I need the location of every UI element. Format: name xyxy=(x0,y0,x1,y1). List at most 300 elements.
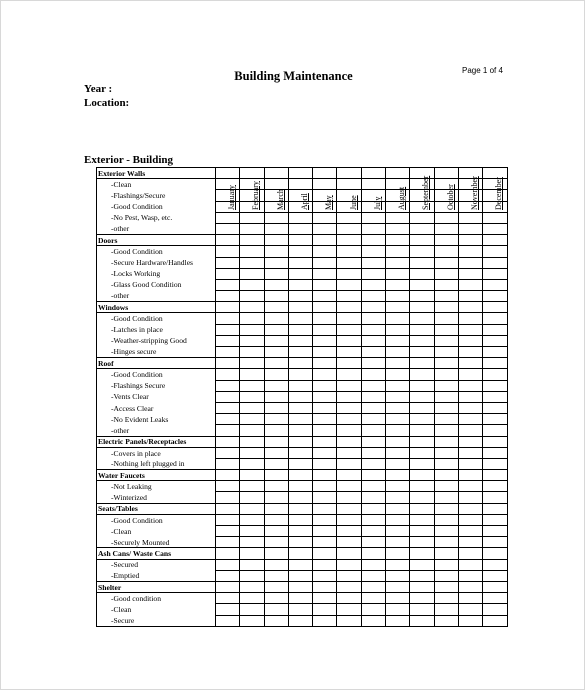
check-cell[interactable] xyxy=(434,526,458,537)
check-cell[interactable] xyxy=(483,570,507,581)
check-cell[interactable] xyxy=(361,257,385,268)
check-cell[interactable] xyxy=(264,324,288,335)
check-cell[interactable] xyxy=(337,615,361,626)
check-cell[interactable] xyxy=(313,604,337,615)
check-cell[interactable] xyxy=(386,268,410,279)
check-cell[interactable] xyxy=(288,481,312,492)
check-cell[interactable] xyxy=(240,212,264,223)
check-cell[interactable] xyxy=(361,347,385,358)
check-cell[interactable] xyxy=(337,313,361,324)
check-cell[interactable] xyxy=(483,458,507,469)
check-cell[interactable] xyxy=(410,581,434,592)
check-cell[interactable] xyxy=(361,391,385,402)
check-cell[interactable] xyxy=(458,593,482,604)
check-cell[interactable] xyxy=(458,313,482,324)
check-cell[interactable] xyxy=(264,347,288,358)
check-cell[interactable] xyxy=(361,358,385,369)
check-cell[interactable] xyxy=(386,548,410,559)
check-cell[interactable] xyxy=(264,593,288,604)
check-cell[interactable] xyxy=(313,335,337,346)
check-cell[interactable] xyxy=(361,593,385,604)
check-cell[interactable] xyxy=(483,380,507,391)
check-cell[interactable] xyxy=(240,168,264,179)
check-cell[interactable] xyxy=(337,279,361,290)
check-cell[interactable] xyxy=(361,514,385,525)
check-cell[interactable] xyxy=(361,537,385,548)
check-cell[interactable] xyxy=(216,369,240,380)
check-cell[interactable] xyxy=(361,302,385,313)
check-cell[interactable] xyxy=(483,425,507,436)
check-cell[interactable] xyxy=(240,447,264,458)
check-cell[interactable] xyxy=(434,223,458,234)
check-cell[interactable] xyxy=(410,425,434,436)
check-cell[interactable] xyxy=(313,503,337,514)
check-cell[interactable] xyxy=(361,481,385,492)
check-cell[interactable] xyxy=(361,581,385,592)
check-cell[interactable] xyxy=(313,402,337,413)
check-cell[interactable] xyxy=(216,246,240,257)
check-cell[interactable] xyxy=(458,302,482,313)
check-cell[interactable] xyxy=(483,447,507,458)
check-cell[interactable] xyxy=(410,559,434,570)
check-cell[interactable] xyxy=(386,235,410,246)
check-cell[interactable] xyxy=(386,246,410,257)
check-cell[interactable] xyxy=(458,235,482,246)
check-cell[interactable] xyxy=(458,503,482,514)
check-cell[interactable] xyxy=(216,458,240,469)
check-cell[interactable] xyxy=(288,559,312,570)
check-cell[interactable] xyxy=(410,604,434,615)
check-cell[interactable] xyxy=(240,492,264,503)
check-cell[interactable] xyxy=(313,436,337,447)
check-cell[interactable] xyxy=(434,548,458,559)
check-cell[interactable] xyxy=(288,548,312,559)
check-cell[interactable] xyxy=(288,179,312,190)
check-cell[interactable] xyxy=(313,358,337,369)
check-cell[interactable] xyxy=(483,302,507,313)
check-cell[interactable] xyxy=(361,470,385,481)
check-cell[interactable] xyxy=(216,335,240,346)
check-cell[interactable] xyxy=(458,347,482,358)
check-cell[interactable] xyxy=(313,212,337,223)
check-cell[interactable] xyxy=(216,168,240,179)
check-cell[interactable] xyxy=(483,593,507,604)
check-cell[interactable] xyxy=(240,302,264,313)
check-cell[interactable] xyxy=(337,548,361,559)
check-cell[interactable] xyxy=(458,324,482,335)
check-cell[interactable] xyxy=(458,436,482,447)
check-cell[interactable] xyxy=(386,201,410,212)
check-cell[interactable] xyxy=(434,391,458,402)
check-cell[interactable] xyxy=(410,414,434,425)
check-cell[interactable] xyxy=(264,436,288,447)
check-cell[interactable] xyxy=(337,570,361,581)
check-cell[interactable] xyxy=(458,458,482,469)
check-cell[interactable] xyxy=(264,391,288,402)
check-cell[interactable] xyxy=(264,257,288,268)
check-cell[interactable] xyxy=(288,470,312,481)
check-cell[interactable] xyxy=(434,559,458,570)
check-cell[interactable] xyxy=(240,257,264,268)
check-cell[interactable] xyxy=(240,559,264,570)
check-cell[interactable] xyxy=(288,414,312,425)
check-cell[interactable] xyxy=(288,514,312,525)
check-cell[interactable] xyxy=(288,458,312,469)
check-cell[interactable] xyxy=(434,470,458,481)
check-cell[interactable] xyxy=(386,604,410,615)
check-cell[interactable] xyxy=(458,470,482,481)
check-cell[interactable] xyxy=(240,593,264,604)
check-cell[interactable] xyxy=(410,481,434,492)
check-cell[interactable] xyxy=(288,201,312,212)
check-cell[interactable] xyxy=(458,514,482,525)
check-cell[interactable] xyxy=(483,436,507,447)
check-cell[interactable] xyxy=(264,302,288,313)
check-cell[interactable] xyxy=(216,559,240,570)
check-cell[interactable] xyxy=(240,279,264,290)
check-cell[interactable] xyxy=(434,190,458,201)
check-cell[interactable] xyxy=(386,402,410,413)
check-cell[interactable] xyxy=(458,492,482,503)
check-cell[interactable] xyxy=(483,369,507,380)
check-cell[interactable] xyxy=(288,436,312,447)
check-cell[interactable] xyxy=(337,302,361,313)
check-cell[interactable] xyxy=(483,291,507,302)
check-cell[interactable] xyxy=(458,335,482,346)
check-cell[interactable] xyxy=(410,458,434,469)
check-cell[interactable] xyxy=(337,447,361,458)
check-cell[interactable] xyxy=(337,514,361,525)
check-cell[interactable] xyxy=(386,223,410,234)
check-cell[interactable] xyxy=(288,604,312,615)
check-cell[interactable] xyxy=(313,537,337,548)
check-cell[interactable] xyxy=(240,436,264,447)
check-cell[interactable] xyxy=(434,492,458,503)
check-cell[interactable] xyxy=(386,279,410,290)
check-cell[interactable] xyxy=(240,235,264,246)
check-cell[interactable] xyxy=(410,235,434,246)
check-cell[interactable] xyxy=(313,425,337,436)
check-cell[interactable] xyxy=(410,212,434,223)
check-cell[interactable] xyxy=(240,268,264,279)
check-cell[interactable] xyxy=(434,581,458,592)
check-cell[interactable] xyxy=(386,458,410,469)
check-cell[interactable] xyxy=(216,526,240,537)
check-cell[interactable] xyxy=(216,615,240,626)
check-cell[interactable] xyxy=(458,604,482,615)
check-cell[interactable] xyxy=(483,212,507,223)
check-cell[interactable] xyxy=(264,604,288,615)
check-cell[interactable] xyxy=(240,358,264,369)
check-cell[interactable] xyxy=(458,168,482,179)
check-cell[interactable] xyxy=(386,526,410,537)
check-cell[interactable] xyxy=(288,492,312,503)
check-cell[interactable] xyxy=(458,481,482,492)
check-cell[interactable] xyxy=(264,223,288,234)
check-cell[interactable] xyxy=(361,559,385,570)
check-cell[interactable] xyxy=(288,268,312,279)
check-cell[interactable] xyxy=(240,179,264,190)
check-cell[interactable] xyxy=(434,302,458,313)
check-cell[interactable] xyxy=(264,168,288,179)
check-cell[interactable] xyxy=(216,268,240,279)
check-cell[interactable] xyxy=(264,425,288,436)
check-cell[interactable] xyxy=(313,559,337,570)
check-cell[interactable] xyxy=(361,201,385,212)
check-cell[interactable] xyxy=(361,268,385,279)
check-cell[interactable] xyxy=(386,391,410,402)
check-cell[interactable] xyxy=(216,257,240,268)
check-cell[interactable] xyxy=(483,470,507,481)
check-cell[interactable] xyxy=(410,570,434,581)
check-cell[interactable] xyxy=(313,414,337,425)
check-cell[interactable] xyxy=(410,526,434,537)
check-cell[interactable] xyxy=(458,268,482,279)
check-cell[interactable] xyxy=(434,179,458,190)
check-cell[interactable] xyxy=(264,503,288,514)
check-cell[interactable] xyxy=(410,179,434,190)
check-cell[interactable] xyxy=(361,548,385,559)
check-cell[interactable] xyxy=(337,257,361,268)
check-cell[interactable] xyxy=(434,402,458,413)
check-cell[interactable] xyxy=(264,335,288,346)
check-cell[interactable] xyxy=(240,548,264,559)
check-cell[interactable] xyxy=(410,537,434,548)
check-cell[interactable] xyxy=(313,179,337,190)
check-cell[interactable] xyxy=(483,559,507,570)
check-cell[interactable] xyxy=(434,279,458,290)
check-cell[interactable] xyxy=(216,581,240,592)
check-cell[interactable] xyxy=(483,391,507,402)
check-cell[interactable] xyxy=(434,436,458,447)
check-cell[interactable] xyxy=(458,537,482,548)
check-cell[interactable] xyxy=(434,168,458,179)
check-cell[interactable] xyxy=(410,358,434,369)
check-cell[interactable] xyxy=(240,514,264,525)
check-cell[interactable] xyxy=(240,615,264,626)
check-cell[interactable] xyxy=(434,313,458,324)
check-cell[interactable] xyxy=(361,492,385,503)
check-cell[interactable] xyxy=(288,279,312,290)
check-cell[interactable] xyxy=(410,402,434,413)
check-cell[interactable] xyxy=(313,324,337,335)
check-cell[interactable] xyxy=(458,179,482,190)
check-cell[interactable] xyxy=(313,514,337,525)
check-cell[interactable] xyxy=(410,470,434,481)
check-cell[interactable] xyxy=(410,369,434,380)
check-cell[interactable] xyxy=(264,358,288,369)
check-cell[interactable] xyxy=(216,570,240,581)
check-cell[interactable] xyxy=(313,279,337,290)
check-cell[interactable] xyxy=(264,313,288,324)
check-cell[interactable] xyxy=(361,324,385,335)
check-cell[interactable] xyxy=(483,190,507,201)
check-cell[interactable] xyxy=(410,190,434,201)
check-cell[interactable] xyxy=(337,324,361,335)
check-cell[interactable] xyxy=(337,246,361,257)
check-cell[interactable] xyxy=(216,492,240,503)
check-cell[interactable] xyxy=(434,503,458,514)
check-cell[interactable] xyxy=(434,335,458,346)
check-cell[interactable] xyxy=(483,268,507,279)
check-cell[interactable] xyxy=(434,201,458,212)
check-cell[interactable] xyxy=(483,358,507,369)
check-cell[interactable] xyxy=(337,291,361,302)
check-cell[interactable] xyxy=(337,201,361,212)
check-cell[interactable] xyxy=(337,559,361,570)
check-cell[interactable] xyxy=(337,179,361,190)
check-cell[interactable] xyxy=(434,481,458,492)
check-cell[interactable] xyxy=(313,168,337,179)
check-cell[interactable] xyxy=(288,447,312,458)
check-cell[interactable] xyxy=(361,425,385,436)
check-cell[interactable] xyxy=(216,436,240,447)
check-cell[interactable] xyxy=(288,391,312,402)
check-cell[interactable] xyxy=(361,223,385,234)
check-cell[interactable] xyxy=(483,324,507,335)
check-cell[interactable] xyxy=(264,246,288,257)
check-cell[interactable] xyxy=(434,369,458,380)
check-cell[interactable] xyxy=(386,447,410,458)
check-cell[interactable] xyxy=(410,201,434,212)
check-cell[interactable] xyxy=(386,358,410,369)
check-cell[interactable] xyxy=(240,425,264,436)
check-cell[interactable] xyxy=(434,537,458,548)
check-cell[interactable] xyxy=(264,470,288,481)
check-cell[interactable] xyxy=(240,380,264,391)
check-cell[interactable] xyxy=(434,324,458,335)
check-cell[interactable] xyxy=(288,570,312,581)
check-cell[interactable] xyxy=(313,470,337,481)
check-cell[interactable] xyxy=(410,268,434,279)
check-cell[interactable] xyxy=(410,380,434,391)
check-cell[interactable] xyxy=(434,380,458,391)
check-cell[interactable] xyxy=(386,302,410,313)
check-cell[interactable] xyxy=(386,335,410,346)
check-cell[interactable] xyxy=(386,559,410,570)
check-cell[interactable] xyxy=(361,246,385,257)
check-cell[interactable] xyxy=(410,593,434,604)
check-cell[interactable] xyxy=(264,559,288,570)
check-cell[interactable] xyxy=(216,447,240,458)
check-cell[interactable] xyxy=(288,302,312,313)
check-cell[interactable] xyxy=(288,369,312,380)
check-cell[interactable] xyxy=(288,168,312,179)
check-cell[interactable] xyxy=(483,257,507,268)
check-cell[interactable] xyxy=(216,291,240,302)
check-cell[interactable] xyxy=(458,447,482,458)
check-cell[interactable] xyxy=(288,235,312,246)
check-cell[interactable] xyxy=(240,190,264,201)
check-cell[interactable] xyxy=(361,615,385,626)
check-cell[interactable] xyxy=(386,481,410,492)
check-cell[interactable] xyxy=(458,212,482,223)
check-cell[interactable] xyxy=(240,369,264,380)
check-cell[interactable] xyxy=(458,425,482,436)
check-cell[interactable] xyxy=(386,257,410,268)
check-cell[interactable] xyxy=(313,302,337,313)
check-cell[interactable] xyxy=(483,201,507,212)
check-cell[interactable] xyxy=(337,470,361,481)
check-cell[interactable] xyxy=(434,593,458,604)
check-cell[interactable] xyxy=(216,414,240,425)
check-cell[interactable] xyxy=(337,402,361,413)
check-cell[interactable] xyxy=(337,190,361,201)
check-cell[interactable] xyxy=(264,268,288,279)
check-cell[interactable] xyxy=(313,570,337,581)
check-cell[interactable] xyxy=(434,268,458,279)
check-cell[interactable] xyxy=(216,391,240,402)
check-cell[interactable] xyxy=(216,179,240,190)
check-cell[interactable] xyxy=(410,335,434,346)
check-cell[interactable] xyxy=(288,291,312,302)
check-cell[interactable] xyxy=(483,335,507,346)
check-cell[interactable] xyxy=(313,223,337,234)
check-cell[interactable] xyxy=(337,581,361,592)
check-cell[interactable] xyxy=(264,190,288,201)
check-cell[interactable] xyxy=(337,436,361,447)
check-cell[interactable] xyxy=(288,257,312,268)
check-cell[interactable] xyxy=(410,223,434,234)
check-cell[interactable] xyxy=(240,481,264,492)
check-cell[interactable] xyxy=(458,201,482,212)
check-cell[interactable] xyxy=(458,581,482,592)
check-cell[interactable] xyxy=(288,358,312,369)
check-cell[interactable] xyxy=(313,526,337,537)
check-cell[interactable] xyxy=(288,223,312,234)
check-cell[interactable] xyxy=(361,503,385,514)
check-cell[interactable] xyxy=(337,268,361,279)
check-cell[interactable] xyxy=(264,615,288,626)
check-cell[interactable] xyxy=(434,347,458,358)
check-cell[interactable] xyxy=(264,481,288,492)
check-cell[interactable] xyxy=(483,235,507,246)
check-cell[interactable] xyxy=(434,291,458,302)
check-cell[interactable] xyxy=(216,324,240,335)
check-cell[interactable] xyxy=(288,402,312,413)
check-cell[interactable] xyxy=(337,593,361,604)
check-cell[interactable] xyxy=(264,402,288,413)
check-cell[interactable] xyxy=(288,526,312,537)
check-cell[interactable] xyxy=(288,425,312,436)
check-cell[interactable] xyxy=(386,313,410,324)
check-cell[interactable] xyxy=(264,279,288,290)
check-cell[interactable] xyxy=(313,615,337,626)
check-cell[interactable] xyxy=(483,514,507,525)
check-cell[interactable] xyxy=(240,503,264,514)
check-cell[interactable] xyxy=(337,425,361,436)
check-cell[interactable] xyxy=(410,324,434,335)
check-cell[interactable] xyxy=(434,458,458,469)
check-cell[interactable] xyxy=(483,402,507,413)
check-cell[interactable] xyxy=(386,291,410,302)
check-cell[interactable] xyxy=(313,581,337,592)
check-cell[interactable] xyxy=(288,615,312,626)
check-cell[interactable] xyxy=(240,201,264,212)
check-cell[interactable] xyxy=(240,526,264,537)
check-cell[interactable] xyxy=(410,548,434,559)
check-cell[interactable] xyxy=(386,347,410,358)
check-cell[interactable] xyxy=(216,212,240,223)
check-cell[interactable] xyxy=(386,369,410,380)
check-cell[interactable] xyxy=(458,358,482,369)
check-cell[interactable] xyxy=(458,190,482,201)
check-cell[interactable] xyxy=(288,335,312,346)
check-cell[interactable] xyxy=(216,470,240,481)
check-cell[interactable] xyxy=(240,570,264,581)
check-cell[interactable] xyxy=(483,347,507,358)
check-cell[interactable] xyxy=(337,526,361,537)
